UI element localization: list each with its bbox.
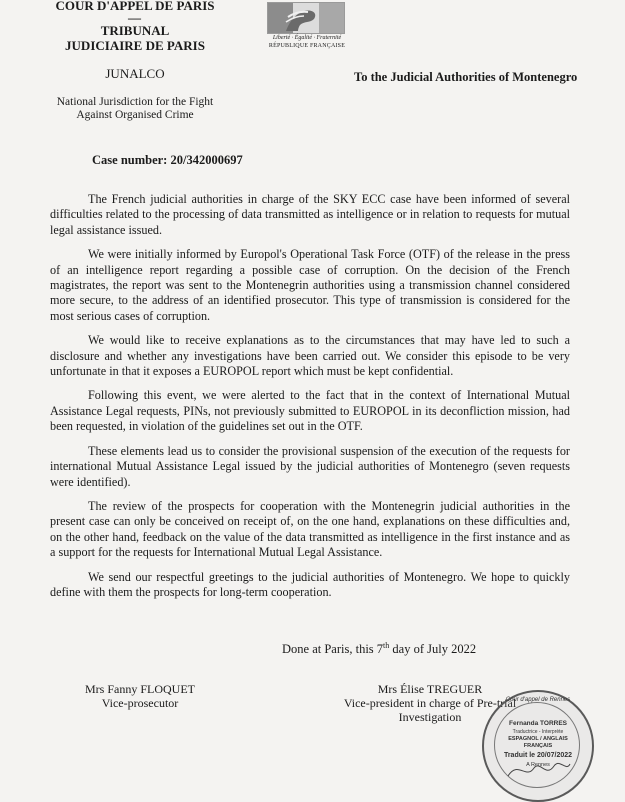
unit-name: JUNALCO [105,66,165,81]
stamp-languages2: FRANÇAIS [523,743,553,749]
paragraph: The French judicial authorities in charge of the SKY ECC case have been informed of several difficulties related to the processing of data transmitted as intelligence or in relation to requests for mutual legal assistance issued. [50,192,570,237]
paragraph: These elements lead us to consider the provisional suspension of the execution of the requests for international Mutual Assistance Legal issued by the judicial authorities of Montenegro (seven requests were identified). [50,443,570,489]
signatory-title-line2: Investigation [398,710,462,724]
unit-description [40,96,230,122]
marianne-logo [267,2,345,34]
paragraph: We send our respectful greetings to the judicial authorities of Montenegro. We hope to quickly define with them the prospects for long-term cooperation. [50,569,570,599]
republic-emblem [265,2,349,54]
place-date-suffix: day of July 2022 [389,642,477,657]
translator-stamp [482,690,594,802]
emblem-motto: Liberté · Égalité · Fraternité [272,35,342,41]
paragraph: The review of the prospects for cooperation with the Montenegrin judicial authorities in the present case can only be conceived on receipt of, on the one hand, explanations on these difficulties and, on the other hand, feedback on the value of the data transmitted as intelligence in the first instance and as a support for the requests for International Mutual Legal Assistance. [50,498,570,560]
court-name-line2: TRIBUNAL [100,23,170,38]
stamp-name: Fernanda TORRES [508,720,568,727]
header-separator: — [128,10,142,25]
emblem-republic: RÉPUBLIQUE FRANÇAISE [268,43,346,49]
place-date-ordinal: th [383,641,390,650]
place-date-prefix: Done at Paris, this 7 [282,642,384,657]
signature-left [80,682,200,710]
addressee: To the Judicial Authorities of Montenegro [354,70,578,84]
stamp-signature-scribble [504,754,574,784]
stamp-translated-date: Traduit le 20/07/2022 [503,752,573,759]
court-name-line3: JUDICIAIRE DE PARIS [65,38,205,53]
court-header [40,0,230,53]
paragraph: We were initially informed by Europol's Operational Task Force (OTF) of the release in the press of an intelligence report regarding a possible case of corruption. On the decision of the French magistrates, the report was sent to the Montenegrin authorities using a transmission channel considered more secure, to the address of an identified prosecutor. This type of transmission is considered for the most serious cases of corruption. [50,247,570,323]
stamp-role: Traductrice - Interprète [512,729,564,735]
signatory-name: Mrs Élise TREGUER [377,682,483,696]
paragraph: Following this event, we were alerted to the fact that in the context of International Mutual Assistance Legal requests, PINs, not previously submitted to EUROPOL in its deconfliction mission, had been requested, in violation of the guidelines set out in the OTF. [50,388,570,434]
letter-body [50,192,570,609]
signatory-title-line1: Vice-president in charge of Pre-trial [343,696,517,710]
case-number: Case number: 20/342000697 [92,153,243,167]
paragraph: We would like to receive explanations as to the circumstances that may have led to such a disclosure and whether any investigations have been carried out. We consider this episode to be very unfortunate in that it exposes a EUROPOL report which must be kept confidential. [50,333,570,379]
stamp-signed: A Rennes [526,762,550,768]
court-name-line1: COUR D'APPEL DE PARIS [55,0,215,13]
place-date [282,641,476,657]
unit-description-line2: Against Organised Crime [76,109,194,121]
stamp-languages: ESPAGNOL / ANGLAIS [508,736,568,742]
stamp-arc-text: Cour d'appel de Rennes [505,697,571,703]
signatory-name: Mrs Fanny FLOQUET [85,682,195,696]
unit-description-line1: National Jurisdiction for the Fight [56,96,214,108]
signatory-title: Vice-prosecutor [101,696,179,710]
